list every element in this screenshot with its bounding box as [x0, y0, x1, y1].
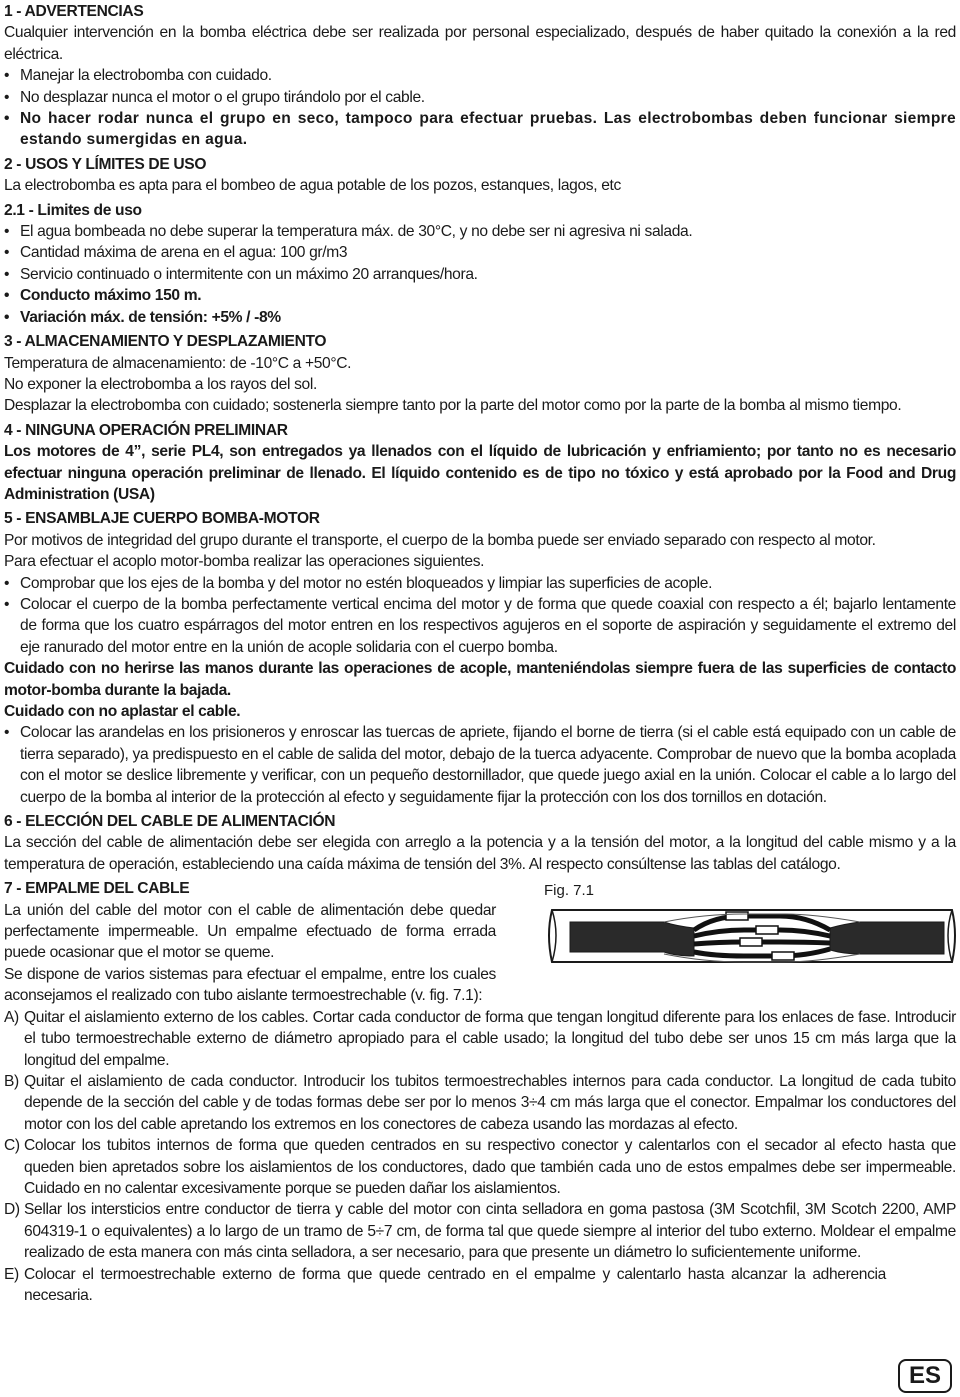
list-item: • Colocar el cuerpo de la bomba perfectamente vertical encima del motor y de forma que quede coaxial con respecto a él; bajarlo lentamente de forma que los cuatro espárragos del motor entren en los respectivos agujeros en el soporte de aspiración y seguidamente el extremo del eje ranurado del motor entre en la unión de acople solidaria con el cuerpo bomba.	[4, 594, 956, 658]
bullet-icon: •	[4, 67, 10, 85]
cable-splice-figure	[544, 880, 960, 998]
section-7-paragraph: Se dispone de varios sistemas para efectuar el empalme, entre los cuales aconsejamos el realizado con tubo aislante termoestrechable (v. fig. 7.1):	[4, 965, 496, 1005]
list-item: • Servicio continuado o intermitente con un máximo 20 arranques/hora.	[4, 264, 956, 285]
list-item: D) Sellar los intersticios entre conductor de tierra y cable del motor con cinta selladora en goma pastosa (3M Scotchfil, 3M Scotch 2200, AMP 604319-1 o equivalentes) a lo largo de un tramo de 5÷7 cm, de forma tal que quede siempre al interior del tubo externo. Moldear el empalme realizado de esta manera con más cinta selladora, a ser necesario, para que presente un diámetro lo suficientemente uniforme.	[4, 1201, 956, 1262]
list-item: • El agua bombeada no debe superar la temperatura máx. de 30°C, y no debe ser ni agresiva ni salada.	[4, 221, 956, 242]
section-2-1-heading: 2.1 - Limites de uso	[4, 201, 142, 219]
section-3-heading: 3 - ALMACENAMIENTO Y DESPLAZAMIENTO	[4, 333, 327, 351]
cable-splice-illustration	[544, 880, 960, 998]
splice-steps	[4, 1007, 956, 1307]
list-item: E) Colocar el termoestrechable externo de forma que quede centrado en el empalme y calentarlo hasta alcanzar la adherencia necesaria.	[4, 1265, 886, 1304]
bullet-icon: •	[4, 110, 10, 128]
list-item: • Colocar las arandelas en los prisioneros y enroscar las tuercas de apriete, fijando el borne de tierra (si el cable está equipado con un cable de tierra separado), ya predispuesto en el cable de salida del motor, debajo de la tuerca adyacente. Comprobar de nuevo que la bomba acoplada con el motor se deslice libremente y verificar, con un pequeño destornillador, que quede juego axial en la unión. Colocar el cable a lo largo del cuerpo de la bomba al interior de la protección al efecto y seguidamente fijar la protección con los dos tornillos en dotación.	[4, 722, 956, 808]
section-7-intro	[4, 900, 496, 1007]
list-item: • No desplazar nunca el motor o el grupo tirándolo por el cable.	[4, 87, 956, 108]
bullet-icon: •	[4, 265, 10, 283]
bullet-icon: •	[4, 88, 10, 106]
bullet-icon: •	[4, 223, 10, 241]
section-3-paragraph: No exponer la electrobomba a los rayos del sol.	[4, 375, 317, 393]
list-item: B) Quitar el aislamiento de cada conductor. Introducir los tubitos termoestrechables internos para cada conductor. La longitud de cada tubito depende de la sección del cable y de todas formas debe ser por lo menos 3÷4 cm más larga que el conector. Empalmar los conductores del motor con los del cable apretando los extremos en los conectores de cabeza usando las mordazas al efecto.	[4, 1072, 956, 1133]
language-badge: ES	[898, 1359, 952, 1393]
section-5-heading: 5 - ENSAMBLAJE CUERPO BOMBA-MOTOR	[4, 510, 320, 528]
bullet-icon: •	[4, 244, 10, 262]
section-1-intro: Cualquier intervención en la bomba eléctrica debe ser realizada por personal especializado, después de haber quitado la conexión a la red eléctrica.	[4, 24, 956, 63]
section-7-paragraph: La unión del cable del motor con el cable de alimentación debe quedar perfectamente impermeable. Un empalme efectuado de forma errada puede ocasionar que el motor se queme.	[4, 901, 496, 962]
section-6-paragraph: La sección del cable de alimentación debe ser elegida con arreglo a la potencia y a la tensión del motor, a la longitud del cable mismo y a la temperatura de operación, estableciendo una caída máxima de tensión del 3%. Al respecto consúltense las tablas del catálogo.	[4, 834, 956, 873]
bullet-icon: •	[4, 308, 10, 326]
bullet-icon: •	[4, 595, 10, 613]
section-5-warning: Cuidado con no aplastar el cable.	[4, 703, 241, 720]
section-6-heading: 6 - ELECCIÓN DEL CABLE DE ALIMENTACIÓN	[4, 813, 336, 831]
list-item: • Variación máx. de tensión: +5% / -8%	[4, 307, 956, 328]
bullet-icon: •	[4, 574, 10, 592]
section-4-heading: 4 - NINGUNA OPERACIÓN PRELIMINAR	[4, 421, 288, 439]
list-item: A) Quitar el aislamiento externo de los cables. Cortar cada conductor de forma que tengan longitud diferente para los enlaces de fase. Introducir el tubo termoestrechable externo de diámetro apropiado para el cable usado; la longitud del tubo debe ser unos 15 cm más larga que la longitud del empalme.	[4, 1008, 956, 1069]
list-item: • Cantidad máxima de arena en el agua: 100 gr/m3	[4, 242, 956, 263]
list-item: • Conducto máximo 150 m.	[4, 285, 956, 306]
section-5-warning: Cuidado con no herirse las manos durante las operaciones de acople, manteniéndolas siempre fuera de las superficies de contacto motor-bomba durante la bajada.	[4, 660, 956, 699]
section-5-paragraph: Para efectuar el acoplo motor-bomba realizar las operaciones siguientes.	[4, 553, 485, 571]
section-2-intro: La electrobomba es apta para el bombeo de agua potable de los pozos, estanques, lagos, etc	[4, 177, 621, 195]
section-7	[4, 878, 956, 1306]
bullet-icon: •	[4, 287, 10, 305]
section-7-heading: 7 - EMPALME DEL CABLE	[4, 880, 190, 898]
list-item: • Comprobar que los ejes de la bomba y del motor no estén bloqueados y limpiar las superficies de acople.	[4, 573, 956, 594]
section-3-paragraph: Desplazar la electrobomba con cuidado; sostenerla siempre tanto por la parte del motor como por la parte de la bomba al mismo tiempo.	[4, 397, 902, 415]
list-item: C) Colocar los tubitos internos de forma que queden centrados en su respectivo conector y calentarlos con el secador al efecto hasta que queden bien apretados sobre los aislamientos de los conductores, dado que también cada uno de estos empalmes debe ser impermeable. Cuidado en no calentar excesivamente porque se pueden dañar los aislamientos.	[4, 1137, 956, 1197]
bullet-icon: •	[4, 724, 10, 742]
section-5-paragraph: Por motivos de integridad del grupo durante el transporte, el cuerpo de la bomba puede ser enviado separado con respecto al motor.	[4, 531, 876, 549]
section-1-heading: 1 - ADVERTENCIAS	[4, 3, 144, 20]
list-item: • No hacer rodar nunca el grupo en seco, tampoco para efectuar pruebas. Las electrobombas deben funcionar siempre estando sumergidas en agua.	[4, 108, 956, 151]
figure-label: Fig. 7.1	[544, 882, 595, 900]
list-item: • Manejar la electrobomba con cuidado.	[4, 65, 956, 86]
document-body	[4, 1, 956, 1306]
section-2-heading: 2 - USOS Y LÍMITES DE USO	[4, 155, 207, 173]
section-4-paragraph: Los motores de 4”, serie PL4, son entregados ya llenados con el líquido de lubricación y enfriamiento; por tanto no es necesario efectuar ninguna operación preliminar de llenado. El líquido contenido es de tipo no tóxico y está aprobado por la Food and Drug Administration (USA)	[4, 443, 956, 503]
section-3-paragraph: Temperatura de almacenamiento: de -10°C a +50°C.	[4, 354, 352, 372]
